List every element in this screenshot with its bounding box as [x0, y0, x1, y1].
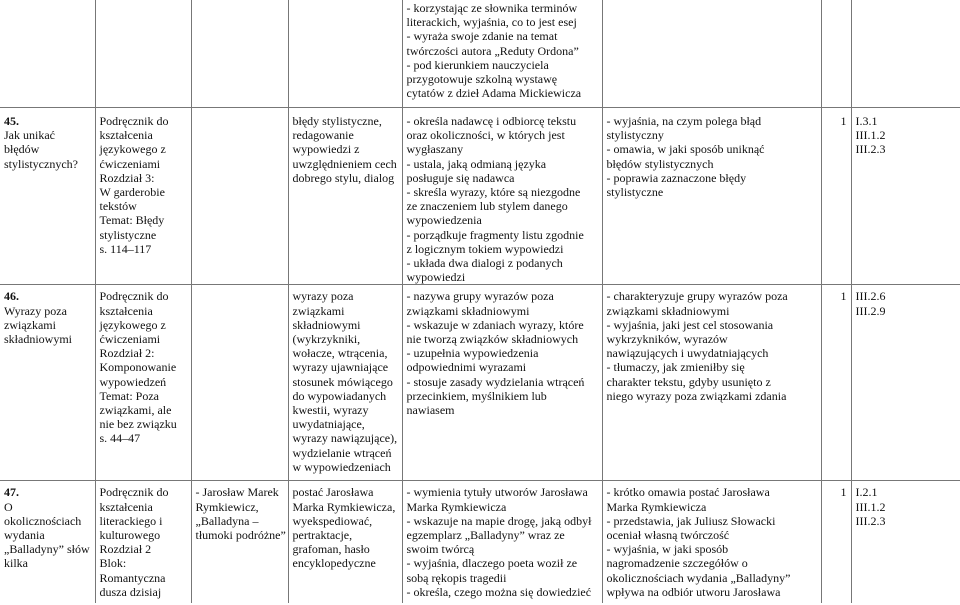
- text-line: s. 114–117: [99, 241, 152, 256]
- text-line: - korzystając ze słownika terminów: [406, 1, 578, 15]
- text-line: - wskazuje w zdaniach wyrazy, które: [406, 317, 584, 332]
- text-line: oraz okoliczności, w których jest: [406, 128, 565, 143]
- text-line: nie bez związku: [99, 417, 177, 432]
- text-line: - nazywa grupy wyrazów poza: [406, 289, 554, 304]
- text-line: kształcenia: [99, 128, 153, 143]
- text-line: Podręcznik do: [99, 289, 169, 304]
- lesson-number: 45.: [4, 114, 19, 128]
- basic-requirements-cell: [402, 481, 602, 604]
- terms-cell: [288, 481, 402, 604]
- text-line: charakter tekstu, gdyby usunięto z: [606, 374, 771, 389]
- text-line: dobrego stylu, dialog: [292, 170, 395, 185]
- table-row: [0, 108, 960, 285]
- text-line: Marka Rymkiewicza: [606, 499, 707, 514]
- text-line: cytatów z dzieł Adama Mickiewicza: [406, 86, 582, 101]
- extended-requirements-cell: [602, 285, 821, 481]
- text-line: wypowiedzi: [406, 270, 466, 285]
- basic-requirements-cell: [402, 285, 602, 481]
- text-cell: [191, 108, 288, 285]
- text-line: sobą rękopis tragedii: [406, 570, 507, 585]
- text-line: Jak unikać: [4, 128, 55, 143]
- text-line: związkami składniowymi: [606, 303, 730, 318]
- text-line: I.2.1: [855, 485, 878, 500]
- text-line: wypowiedzeń: [99, 374, 167, 389]
- text-line: - wskazuje na mapie drogę, jaką odbył: [406, 513, 592, 528]
- hours-cell: 1: [821, 108, 851, 285]
- text-line: s. 44–47: [99, 431, 141, 446]
- text-line: nagromadzenie szczegółów o: [606, 556, 748, 571]
- text-line: - określa nadawcę i odbiorcę tekstu: [406, 114, 577, 128]
- text-line: kulturowego: [99, 528, 161, 543]
- standards-cell: [851, 108, 960, 285]
- text-line: Marka Rymkiewicza: [406, 499, 507, 514]
- extended-requirements-cell: [602, 108, 821, 285]
- text-line: ze znaczeniem lub stylem danego: [406, 199, 568, 214]
- text-line: literackich, wyjaśnia, co to jest esej: [406, 15, 577, 30]
- text-line: związkami, ale: [99, 403, 172, 418]
- text-line: - wymienia tytuły utworów Jarosława: [406, 485, 588, 500]
- text-line: wypowiedzi z: [292, 142, 360, 157]
- text-line: - wyraża swoje zdanie na temat: [406, 29, 558, 44]
- text-line: Rymkiewicz,: [195, 499, 259, 514]
- text-line: przecinkiem, myślnikiem lub: [406, 388, 547, 403]
- text-line: swoim twórcą: [406, 542, 475, 557]
- text-line: wypowiedzenia: [406, 213, 482, 228]
- text-line: postać Jarosława: [292, 485, 374, 500]
- text-line: III.1.2: [855, 128, 886, 143]
- text-line: Podręcznik do: [99, 485, 169, 500]
- text-line: - porządkuje fragmenty listu zgodnie: [406, 227, 584, 242]
- text-line: - omawia, w jaki sposób uniknąć: [606, 142, 765, 157]
- text-line: egzemplarz „Balladyny” wraz ze: [406, 528, 565, 543]
- text-line: stylistyczny: [606, 128, 664, 143]
- text-line: posługuje się nadawca: [406, 170, 515, 185]
- text-line: - stosuje zasady wydzielania wtrąceń: [406, 374, 585, 389]
- text-line: wydzielanie wtrąceń: [292, 445, 392, 460]
- text-line: III.2.3: [855, 513, 886, 528]
- text-line: - wyjaśnia, na czym polega błąd: [606, 114, 762, 128]
- text-line: Romantyczna: [99, 570, 166, 585]
- text-line: twórczości autora „Reduty Ordona”: [406, 43, 579, 58]
- text-line: z logicznym tokiem wypowiedzi: [406, 241, 564, 256]
- text-line: wyrazy poza: [292, 289, 354, 304]
- text-line: W garderobie: [99, 185, 165, 200]
- text-line: - poprawia zaznaczone błędy: [606, 170, 747, 185]
- text-line: składniowymi: [292, 317, 361, 332]
- text-line: wyrazy ujawniające: [292, 360, 389, 375]
- text-line: błędów: [4, 142, 40, 157]
- hours-cell: 1: [821, 481, 851, 604]
- standards-cell: [851, 285, 960, 481]
- text-line: O: [4, 499, 13, 514]
- text-line: literackiego i: [99, 513, 163, 528]
- text-line: tekstów: [99, 199, 137, 214]
- lesson-number: 47.: [4, 485, 19, 500]
- textbook-cell: [95, 285, 191, 481]
- text-line: okolicznościach wydania „Balladyny”: [606, 570, 791, 585]
- text-line: związkami: [292, 303, 345, 318]
- basic-requirements-cell: [402, 0, 602, 108]
- text-line: - krótko omawia postać Jarosława: [606, 485, 770, 500]
- text-line: związkami: [4, 317, 56, 332]
- text-line: wydania: [4, 528, 45, 543]
- text-line: związkami składniowymi: [406, 303, 530, 318]
- text-line: okolicznościach: [4, 513, 82, 528]
- text-line: redagowanie: [292, 128, 354, 143]
- text-line: wykrzykników, wyrazów: [606, 332, 728, 347]
- text-line: - wyjaśnia, w jaki sposób: [606, 542, 729, 557]
- terms-cell: [288, 285, 402, 481]
- table-row: [0, 481, 960, 604]
- text-line: stylistyczne: [606, 185, 664, 200]
- text-line: (wykrzykniki,: [292, 332, 361, 347]
- text-line: Marka Rymkiewicza,: [292, 499, 396, 514]
- text-line: wpływa na odbiór utworu Jarosława: [606, 584, 781, 599]
- text-line: nawiązujących i uwydatniających: [606, 346, 769, 361]
- text-line: III.1.2: [855, 499, 886, 514]
- text-line: uwydatniające,: [292, 417, 365, 432]
- lesson-topic-cell: [0, 108, 95, 285]
- table-row: [0, 285, 960, 481]
- textbook-cell: [95, 108, 191, 285]
- table-row-continuation: [0, 0, 960, 108]
- text-line: dusza dzisiaj: [99, 584, 162, 599]
- text-line: błędów stylistycznych: [606, 156, 714, 171]
- text-line: wyrazy nawiązujące),: [292, 431, 398, 446]
- text-line: Rozdział 2:: [99, 346, 155, 361]
- text-line: Wyrazy poza: [4, 303, 67, 318]
- standards-cell: [851, 481, 960, 604]
- text-line: kilka: [4, 556, 28, 571]
- text-line: błędy stylistyczne,: [292, 114, 382, 128]
- text-line: - skreśla wyrazy, które są niezgodne: [406, 185, 581, 200]
- text-line: kształcenia: [99, 499, 153, 514]
- text-line: kształcenia: [99, 303, 153, 318]
- text-line: I.3.1: [855, 114, 878, 128]
- text-line: encyklopedyczne: [292, 556, 376, 571]
- text-line: pertraktacje,: [292, 528, 353, 543]
- text-line: - wyjaśnia, dlaczego poeta woził ze: [406, 556, 578, 571]
- text-line: uwzględnieniem cech: [292, 156, 397, 171]
- text-line: do wypowiadanych: [292, 388, 387, 403]
- text-line: - określa, czego można się dowiedzieć: [406, 584, 592, 599]
- text-line: Temat: Błędy: [99, 213, 165, 228]
- text-line: odpowiednimi wyrazami: [406, 360, 527, 375]
- lesson-topic-cell: [0, 481, 95, 604]
- text-line: ćwiczeniami: [99, 156, 161, 171]
- text-line: - ustala, jaką odmianą języka: [406, 156, 547, 171]
- basic-requirements-cell: [402, 108, 602, 285]
- text-line: w wypowiedzeniach: [292, 459, 391, 474]
- text-line: Komponowanie: [99, 360, 177, 375]
- text-line: Rozdział 2: [99, 542, 152, 557]
- text-line: III.2.6: [855, 289, 886, 304]
- text-line: językowego z: [99, 142, 166, 157]
- text-line: - charakteryzuje grupy wyrazów poza: [606, 289, 788, 304]
- text-line: Blok:: [99, 556, 127, 571]
- text-line: przygotowuje szkolną wystawę: [406, 72, 558, 87]
- text-line: - układa dwa dialogi z podanych: [406, 256, 563, 271]
- text-cell: [191, 285, 288, 481]
- lesson-number: 46.: [4, 289, 19, 304]
- text-line: - przedstawia, jak Juliusz Słowacki: [606, 513, 776, 528]
- text-line: nawiasem: [406, 403, 455, 418]
- text-line: składniowymi: [4, 332, 72, 347]
- text-line: stylistyczne: [99, 227, 157, 242]
- text-line: Rozdział 3:: [99, 170, 155, 185]
- text-line: III.2.9: [855, 303, 886, 318]
- text-line: Temat: Poza: [99, 388, 159, 403]
- text-line: „Balladyna –: [195, 513, 259, 528]
- text-line: Podręcznik do: [99, 114, 169, 128]
- text-line: tłumoki podróżne”: [195, 528, 286, 543]
- text-line: - pod kierunkiem nauczyciela: [406, 57, 549, 72]
- text-line: niego wyrazy poza związkami zdania: [606, 388, 787, 403]
- text-line: - Jarosław Marek: [195, 485, 279, 500]
- text-line: wygłaszany: [406, 142, 464, 157]
- terms-cell: [288, 108, 402, 285]
- text-line: kwestii, wyrazy: [292, 403, 369, 418]
- text-line: stosunek mówiącego: [292, 374, 393, 389]
- text-line: stylistycznych?: [4, 156, 78, 171]
- text-cell: [191, 481, 288, 604]
- text-line: ćwiczeniami: [99, 332, 161, 347]
- text-line: oceniał własną twórczość: [606, 528, 730, 543]
- extended-requirements-cell: [602, 481, 821, 604]
- lesson-topic-cell: [0, 285, 95, 481]
- text-line: - tłumaczy, jak zmieniłby się: [606, 360, 745, 375]
- hours-cell: 1: [821, 285, 851, 481]
- text-line: grafoman, hasło: [292, 542, 370, 557]
- text-line: - wyjaśnia, jaki jest cel stosowania: [606, 317, 774, 332]
- text-line: III.2.3: [855, 142, 886, 157]
- text-line: wołacze, wtrącenia,: [292, 346, 388, 361]
- text-line: wyekspediować,: [292, 513, 373, 528]
- text-line: - uzupełnia wypowiedzenia: [406, 346, 539, 361]
- textbook-cell: [95, 481, 191, 604]
- text-line: językowego z: [99, 317, 166, 332]
- text-line: „Balladyny” słów: [4, 542, 90, 557]
- text-line: nie tworzą związków składniowych: [406, 332, 579, 347]
